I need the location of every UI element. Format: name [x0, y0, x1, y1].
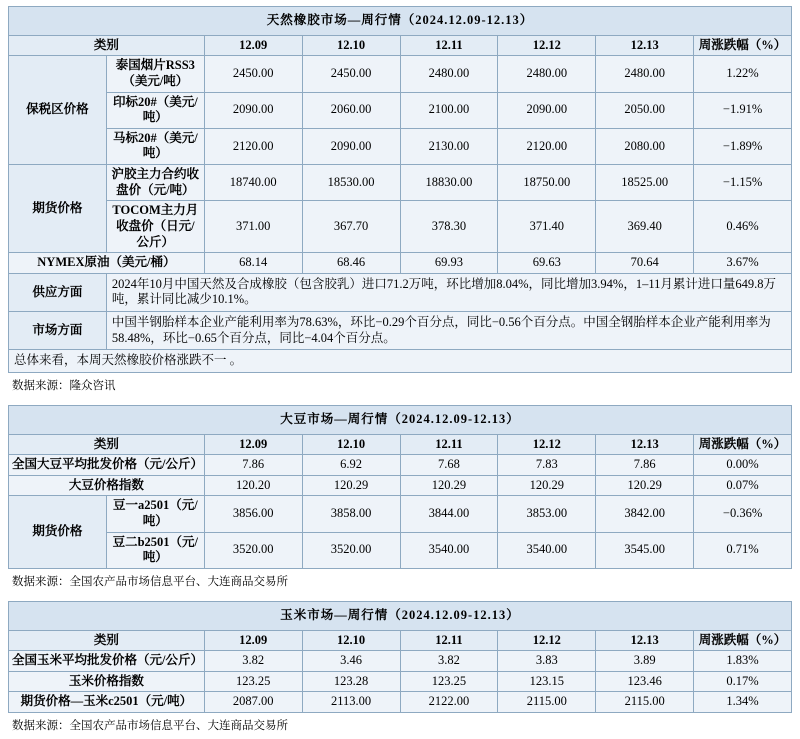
- cell-value: 18530.00: [302, 165, 400, 201]
- col-header-d1: 12.09: [204, 630, 302, 651]
- cell-value: 68.46: [302, 253, 400, 274]
- cell-value: 3.82: [204, 651, 302, 672]
- table-header-row: [9, 630, 792, 651]
- table-title-row: [9, 601, 792, 630]
- spacer: [8, 591, 792, 601]
- col-header-d2: 12.10: [302, 434, 400, 455]
- cell-value: 3.82: [400, 651, 498, 672]
- col-header-change: 周涨跌幅（%）: [694, 35, 792, 56]
- col-header-d4: 12.12: [498, 630, 596, 651]
- cell-value: 6.92: [302, 455, 400, 476]
- col-header-change: 周涨跌幅（%）: [694, 630, 792, 651]
- cell-value: 2480.00: [400, 56, 498, 92]
- cell-value: 371.00: [204, 201, 302, 253]
- row-name: 玉米价格指数: [9, 671, 205, 692]
- cell-value: 3520.00: [204, 532, 302, 568]
- cell-value: 2130.00: [400, 128, 498, 164]
- cell-value: 3520.00: [302, 532, 400, 568]
- table-row: [9, 475, 792, 496]
- cell-value: 3545.00: [596, 532, 694, 568]
- table-row: [9, 671, 792, 692]
- table-row: [9, 692, 792, 713]
- cell-value: 378.30: [400, 201, 498, 253]
- table-title: 天然橡胶市场—周行情（2024.12.09-12.13）: [9, 7, 792, 36]
- cell-value: 120.29: [498, 475, 596, 496]
- cell-value: 123.15: [498, 671, 596, 692]
- table-title-row: [9, 7, 792, 36]
- cell-value: 367.70: [302, 201, 400, 253]
- col-header-category: 类别: [9, 35, 205, 56]
- col-header-d5: 12.13: [596, 434, 694, 455]
- row-name: 豆二b2501（元/吨）: [106, 532, 204, 568]
- table-header-row: [9, 434, 792, 455]
- table-row: [9, 56, 792, 92]
- cell-value: 2480.00: [596, 56, 694, 92]
- cell-value: 123.28: [302, 671, 400, 692]
- cell-value: 69.93: [400, 253, 498, 274]
- cell-change: 0.07%: [694, 475, 792, 496]
- table-row: [9, 651, 792, 672]
- cell-value: 2090.00: [204, 92, 302, 128]
- table-row: [9, 350, 792, 373]
- col-header-d2: 12.10: [302, 630, 400, 651]
- cell-change: 1.34%: [694, 692, 792, 713]
- cell-value: 2090.00: [302, 128, 400, 164]
- row-name: 印标20#（美元/吨）: [106, 92, 204, 128]
- cell-value: 69.63: [498, 253, 596, 274]
- table-title: 玉米市场—周行情（2024.12.09-12.13）: [9, 601, 792, 630]
- row-name: 泰国烟片RSS3（美元/吨）: [106, 56, 204, 92]
- col-header-d1: 12.09: [204, 434, 302, 455]
- col-header-d1: 12.09: [204, 35, 302, 56]
- cell-value: 2450.00: [302, 56, 400, 92]
- cell-value: 3842.00: [596, 496, 694, 532]
- cell-value: 123.46: [596, 671, 694, 692]
- table-row: [9, 165, 792, 201]
- source-note: 数据来源：全国农产品市场信息平台、大连商品交易所: [12, 720, 288, 732]
- summary-text: 总体来看，本周天然橡胶价格涨跌不一 。: [9, 350, 792, 373]
- cell-value: 2122.00: [400, 692, 498, 713]
- cell-value: 3858.00: [302, 496, 400, 532]
- cell-value: 3.46: [302, 651, 400, 672]
- cell-change: −1.15%: [694, 165, 792, 201]
- col-header-category: 类别: [9, 630, 205, 651]
- cell-value: 2087.00: [204, 692, 302, 713]
- cell-value: 2450.00: [204, 56, 302, 92]
- table-row: [9, 455, 792, 476]
- col-header-d5: 12.13: [596, 630, 694, 651]
- row-name: 马标20#（美元/吨）: [106, 128, 204, 164]
- cell-value: 18750.00: [498, 165, 596, 201]
- cell-value: 120.29: [596, 475, 694, 496]
- cell-value: 120.29: [400, 475, 498, 496]
- table-row: [9, 201, 792, 253]
- cell-value: 7.68: [400, 455, 498, 476]
- col-header-change: 周涨跌幅（%）: [694, 434, 792, 455]
- cell-value: 2115.00: [498, 692, 596, 713]
- cell-value: 70.64: [596, 253, 694, 274]
- cell-change: 1.83%: [694, 651, 792, 672]
- section-label-supply: 供应方面: [9, 273, 107, 311]
- col-header-d3: 12.11: [400, 630, 498, 651]
- cell-value: 369.40: [596, 201, 694, 253]
- table-row: [9, 92, 792, 128]
- row-name: 全国大豆平均批发价格（元/公斤）: [9, 455, 205, 476]
- table-row: [9, 253, 792, 274]
- cell-value: 18740.00: [204, 165, 302, 201]
- table-row: [9, 128, 792, 164]
- row-name: 大豆价格指数: [9, 475, 205, 496]
- cell-change: 1.22%: [694, 56, 792, 92]
- cell-value: 3.83: [498, 651, 596, 672]
- source-note: 数据来源：全国农产品市场信息平台、大连商品交易所: [12, 575, 288, 588]
- section-text-supply: 2024年10月中国天然及合成橡胶（包含胶乳）进口71.2万吨，环比增加8.04%，同比增加3.94%，1–11月累计进口量649.8万吨，累计同比减少10.1%。: [106, 273, 791, 311]
- cell-value: 3540.00: [400, 532, 498, 568]
- corn-market-table: [8, 601, 792, 713]
- cell-value: 2115.00: [596, 692, 694, 713]
- group-label-futures-price: 期货价格: [9, 496, 107, 569]
- col-header-d5: 12.13: [596, 35, 694, 56]
- cell-change: 0.46%: [694, 201, 792, 253]
- cell-value: 7.86: [204, 455, 302, 476]
- cell-change: 0.00%: [694, 455, 792, 476]
- cell-change: 0.17%: [694, 671, 792, 692]
- col-header-d2: 12.10: [302, 35, 400, 56]
- row-name: 全国玉米平均批发价格（元/公斤）: [9, 651, 205, 672]
- cell-value: 2480.00: [498, 56, 596, 92]
- table-row: [9, 312, 792, 350]
- cell-value: 371.40: [498, 201, 596, 253]
- table-header-row: [9, 35, 792, 56]
- cell-change: 3.67%: [694, 253, 792, 274]
- col-header-d4: 12.12: [498, 35, 596, 56]
- cell-change: −1.89%: [694, 128, 792, 164]
- table-title-row: [9, 405, 792, 434]
- cell-value: 3853.00: [498, 496, 596, 532]
- cell-value: 120.20: [204, 475, 302, 496]
- cell-value: 2120.00: [204, 128, 302, 164]
- section-text-market: 中国半钢胎样本企业产能利用率为78.63%，环比−0.29个百分点，同比−0.56个百分点。中国全钢胎样本企业产能利用率为58.48%，环比−0.65个百分点，同比−4.04个百分点。: [106, 312, 791, 350]
- cell-value: 7.86: [596, 455, 694, 476]
- cell-value: 2100.00: [400, 92, 498, 128]
- col-header-d3: 12.11: [400, 35, 498, 56]
- cell-value: 120.29: [302, 475, 400, 496]
- cell-value: 18830.00: [400, 165, 498, 201]
- row-name: 沪胶主力合约收盘价（元/吨）: [106, 165, 204, 201]
- group-label-bonded-price: 保税区价格: [9, 56, 107, 165]
- cell-change: −0.36%: [694, 496, 792, 532]
- cell-value: 3540.00: [498, 532, 596, 568]
- row-name: 期货价格—玉米c2501（元/吨）: [9, 692, 205, 713]
- cell-value: 2060.00: [302, 92, 400, 128]
- cell-value: 68.14: [204, 253, 302, 274]
- source-note: 数据来源：隆众咨讯: [12, 379, 116, 392]
- cell-value: 3844.00: [400, 496, 498, 532]
- cell-change: 0.71%: [694, 532, 792, 568]
- cell-value: 123.25: [400, 671, 498, 692]
- table-row: [9, 496, 792, 532]
- cell-value: 2050.00: [596, 92, 694, 128]
- cell-change: −1.91%: [694, 92, 792, 128]
- cell-value: 2090.00: [498, 92, 596, 128]
- cell-value: 7.83: [498, 455, 596, 476]
- row-name: 豆一a2501（元/吨）: [106, 496, 204, 532]
- spacer: [8, 395, 792, 405]
- cell-value: 2080.00: [596, 128, 694, 164]
- group-label-futures-price: 期货价格: [9, 165, 107, 253]
- cell-value: 3856.00: [204, 496, 302, 532]
- table-row: [9, 532, 792, 568]
- table-row: [9, 273, 792, 311]
- col-header-d3: 12.11: [400, 434, 498, 455]
- soybean-market-table: [8, 405, 792, 569]
- cell-value: 18525.00: [596, 165, 694, 201]
- row-name: TOCOM主力月收盘价（日元/公斤）: [106, 201, 204, 253]
- cell-value: 3.89: [596, 651, 694, 672]
- cell-value: 123.25: [204, 671, 302, 692]
- rubber-market-table: [8, 6, 792, 373]
- cell-value: 2120.00: [498, 128, 596, 164]
- col-header-d4: 12.12: [498, 434, 596, 455]
- cell-value: 2113.00: [302, 692, 400, 713]
- section-label-market: 市场方面: [9, 312, 107, 350]
- col-header-category: 类别: [9, 434, 205, 455]
- table-title: 大豆市场—周行情（2024.12.09-12.13）: [9, 405, 792, 434]
- row-name: NYMEX原油（美元/桶）: [9, 253, 205, 274]
